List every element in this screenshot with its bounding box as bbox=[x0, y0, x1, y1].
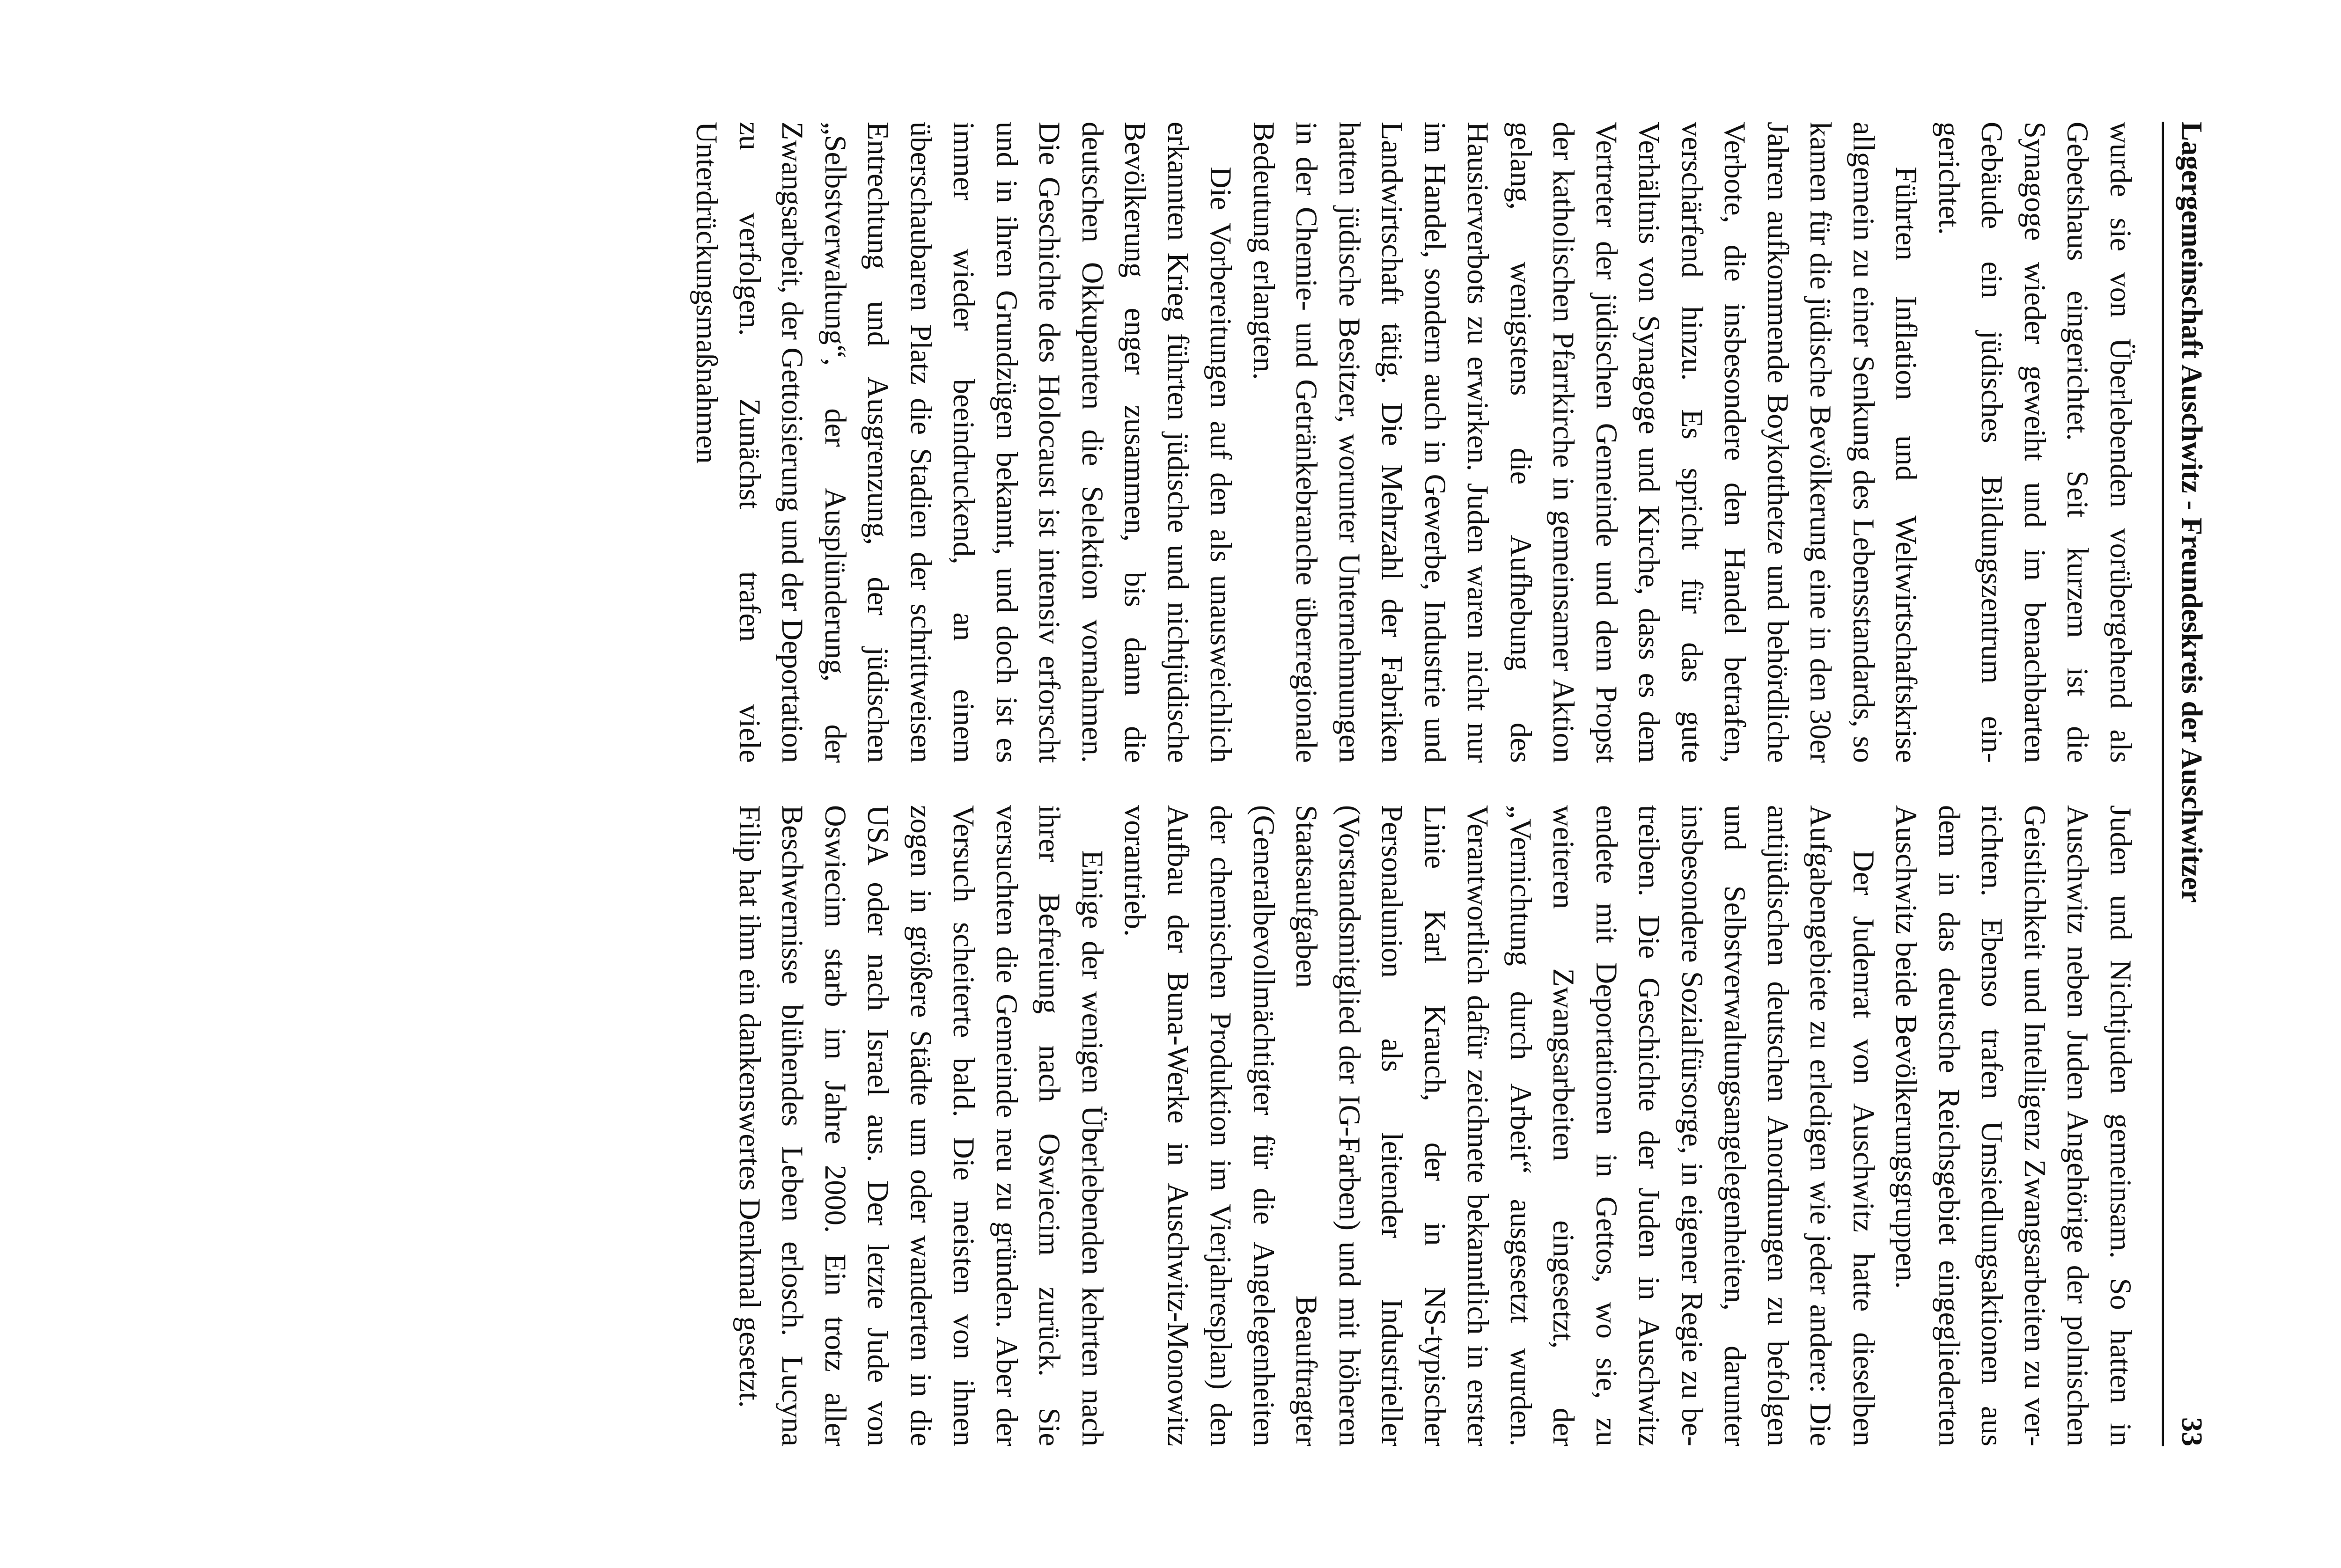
paragraph: Die Vorbereitungen auf den als unausweichlich erkannten Krieg führten jüdische und nichtjüdische Bevölkerung enger zusammen, bis dann die deutschen Okkupanten die Selektion vornahmen. Die Geschichte des Holocaust ist intensiv erforscht und in ihren Grundzügen bekannt, und doch ist es immer wieder beeindruckend, an einem überschaubaren Platz die Stadien der schrittweisen Entrechtung und Ausgrenzung, der jüdischen „Selbstverwaltung“, der Ausplünderung, der Zwangsarbeit, der Gettoisierung und der Deportation zu verfolgen. Zunächst trafen viele Unterdrückungsmaßnahmen bbox=[690, 122, 1238, 763]
running-title: Lagergemeinschaft Auschwitz - Freundeskreis der Auschwitzer bbox=[2176, 122, 2208, 903]
paragraph: Einige der wenigen Überlebenden kehrten nach ihrer Befreiung nach Oswiecim zurück. Sie versuchten die Gemeinde neu zu gründen. Aber der Versuch scheiterte bald. Die meisten von ihnen zogen in größere Städte um oder wanderten in die USA oder nach Israel aus. Der letzte Jude von Oswiecim starb im Jahre 2000. Ein trotz aller Beschwernisse blühendes Leben erlosch. Lucyna Filip hat ihm ein dankenswertes Denkmal gesetzt. bbox=[733, 805, 1109, 1446]
page-number: 33 bbox=[2176, 1417, 2208, 1446]
paragraph: Der Judenrat von Auschwitz hatte dieselben Aufgabengebiete zu erledigen wie jeder andere: Die antijüdischen deutschen Anordnungen zu befolgen und Selbstverwaltungsangelegenheiten, darunter insbesondere Sozialfürsorge, in eigener Regie zu betreiben. Die Geschichte der Juden in Auschwitz endete mit Deportationen in Gettos, wo sie, zu weiteren Zwangsarbeiten eingesetzt, der „Vernichtung durch Arbeit“ ausgesetzt wurden. Verantwortlich dafür zeichnete bekanntlich in erster Linie Karl Krauch, der in NS-typischer Personalunion als leitender Industrieller (Vorstandsmitglied der IG-Farben) und mit höheren Staatsaufgaben Beauftragter (Generalbevollmächtigter für die Angelegenheiten der chemischen Produktion im Vierjahresplan) den Aufbau der Buna-Werke in Auschwitz-Monowitz vorantrieb. bbox=[1119, 805, 1880, 1446]
running-header bbox=[2164, 122, 2216, 1446]
text-column-right bbox=[729, 805, 2142, 1446]
paragraph: Führten Inflation und Weltwirtschaftskrise allgemein zu einer Senkung des Lebensstandards, so kamen für die jüdische Bevölkerung eine in den 30er Jahren aufkommende Boykotthetze und behördliche Verbote, die insbesondere den Handel betrafen, verschärfend hinzu. Es spricht für das gute Verhältnis von Synagoge und Kirche, dass es dem Vertreter der jüdischen Gemeinde und dem Propst der katholischen Pfarrkirche in gemeinsamer Aktion gelang, wenigstens die Aufhebung des Hausierverbots zu erwirken. Juden waren nicht nur im Handel, sondern auch in Gewerbe, Industrie und Landwirtschaft tätig. Die Mehrzahl der Fabriken hatten jüdische Besitzer, worunter Unternehmungen in der Chemie- und Getränkebranche überregionale Bedeutung erlangten. bbox=[1247, 122, 1923, 763]
paragraph: wurde sie von Überlebenden vorübergehend als Gebetshaus eingerichtet. Seit kurzem ist die Synagoge wieder geweiht und im benachbarten Gebäude ein jüdisches Bildungszentrum eingerichtet. bbox=[1933, 122, 2137, 763]
paragraph: Juden und Nichtjuden gemeinsam. So hatten in Auschwitz neben Juden Angehörige der polnischen Geistlichkeit und Intelligenz Zwangsarbeiten zu verrichten. Ebenso trafen Umsiedlungsaktionen aus dem in das deutsche Reichsgebiet eingegliederten Auschwitz beide Bevölkerungsgruppen. bbox=[1890, 805, 2137, 1446]
text-column-left bbox=[685, 122, 2142, 763]
header-rule bbox=[2162, 122, 2164, 1446]
